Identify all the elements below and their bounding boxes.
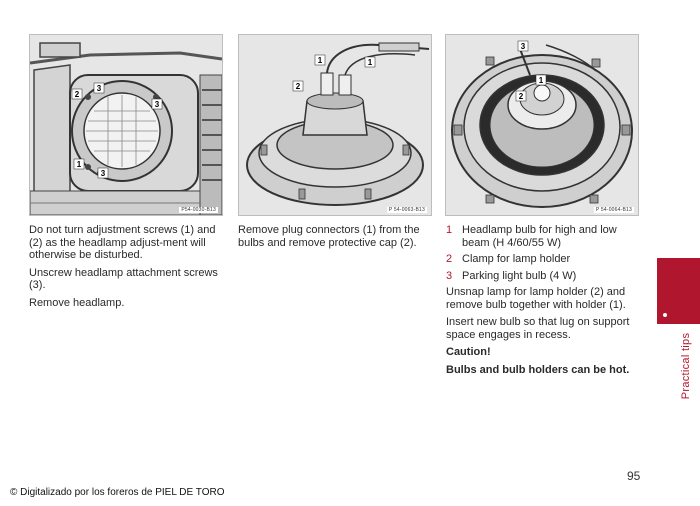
figure-bulb-holder <box>445 34 639 216</box>
callout-3: 3 <box>154 100 160 109</box>
column-2-text <box>238 224 432 254</box>
legend-item <box>446 253 642 266</box>
figure-code: P54-0030-B13 <box>181 207 216 213</box>
paragraph: Unsnap lamp for lamp holder (2) and remove bulb together with holder (1). <box>446 286 626 311</box>
callout-5: 3 <box>100 169 106 178</box>
callout-3: 2 <box>295 82 301 91</box>
footer-credit: © Digitalizado por los foreros de PIEL DE TORO <box>10 487 225 498</box>
callout-3: 2 <box>518 92 524 101</box>
column-3-text <box>446 224 642 381</box>
figure-plug-connectors <box>238 34 432 216</box>
callout-2: 3 <box>96 84 102 93</box>
legend-number: 2 <box>446 253 453 265</box>
paragraph: Remove headlamp. <box>29 296 125 309</box>
callout-2: 1 <box>367 58 373 67</box>
column-1-text <box>29 224 227 314</box>
legend-item <box>446 224 642 249</box>
caution-text: Bulbs and bulb holders can be hot. <box>446 363 630 376</box>
paragraph: Do not turn adjustment screws (1) and (2) as the headlamp adjust-ment will otherwise be disturbed. <box>29 224 216 261</box>
figure2-callouts <box>239 35 431 215</box>
figure3-callouts <box>446 35 638 215</box>
legend-number: 3 <box>446 269 453 282</box>
caution-heading: Caution! <box>446 346 491 358</box>
callout-4: 1 <box>76 160 82 169</box>
legend-text: Parking light bulb (4 W) <box>462 269 577 282</box>
figure1-callouts <box>30 35 222 215</box>
section-tab-text: Practical tips <box>680 332 692 400</box>
callout-1: 2 <box>74 90 80 99</box>
legend-text: Headlamp bulb for high and low beam (H 4/60/55 W) <box>462 224 617 249</box>
paragraph: Remove plug connectors (1) from the bulbs and remove protective cap (2). <box>238 224 420 249</box>
callout-1: 3 <box>520 42 526 51</box>
legend-item <box>446 270 642 283</box>
legend-number: 1 <box>446 224 453 236</box>
page-number: 95 <box>627 469 641 483</box>
callout-1: 1 <box>317 56 323 65</box>
callout-2: 1 <box>538 76 544 85</box>
paragraph: Unscrew headlamp attachment screws (3). <box>29 266 218 291</box>
paragraph: Insert new bulb so that lug on support space engages in recess. <box>446 316 630 341</box>
figure-headlamp-grille <box>29 34 223 216</box>
figure-code: P 54-0064-B13 <box>595 207 632 213</box>
legend-text: Clamp for lamp holder <box>462 253 571 265</box>
figure-code: P 54-0063-B13 <box>388 207 425 213</box>
tab-dot-icon <box>663 313 667 317</box>
